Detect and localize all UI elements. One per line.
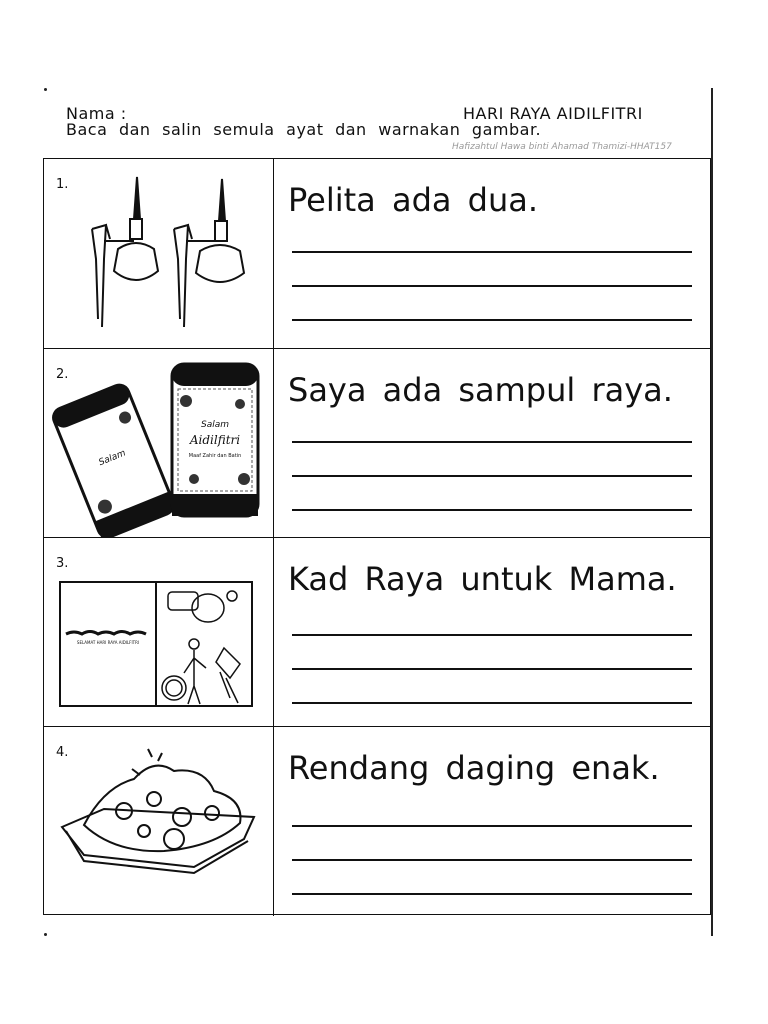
exercise-row-2 bbox=[44, 348, 710, 538]
sentence-text: Saya ada sampul raya. bbox=[288, 371, 673, 409]
writing-line[interactable] bbox=[292, 441, 692, 443]
sentence-text: Pelita ada dua. bbox=[288, 181, 539, 219]
writing-line[interactable] bbox=[292, 859, 692, 861]
card-greeting-text: SELAMAT HARI RAYA AIDILFITRI bbox=[76, 640, 140, 645]
kad-raya-icon bbox=[44, 538, 273, 727]
exercise-row-4 bbox=[44, 726, 710, 916]
writing-line[interactable] bbox=[292, 634, 692, 636]
writing-line[interactable] bbox=[292, 319, 692, 321]
instruction-text: Baca dan salin semula ayat dan warnakan gambar. bbox=[66, 120, 542, 139]
worksheet-title: HARI RAYA AIDILFITRI bbox=[463, 104, 643, 123]
picture-cell bbox=[44, 538, 274, 727]
writing-line[interactable] bbox=[292, 668, 692, 670]
writing-line[interactable] bbox=[292, 475, 692, 477]
item-number: 4. bbox=[56, 745, 69, 760]
sampul-raya-icon bbox=[44, 349, 273, 538]
exercise-row-1 bbox=[44, 159, 710, 348]
exercise-row-3 bbox=[44, 537, 710, 727]
writing-line[interactable] bbox=[292, 893, 692, 895]
author-credit: Hafizahtul Hawa binti Ahamad Thamizi-HHAT157 bbox=[452, 142, 672, 152]
corner-dot bbox=[44, 933, 47, 936]
picture-cell bbox=[44, 159, 274, 348]
writing-line[interactable] bbox=[292, 509, 692, 511]
corner-dot bbox=[44, 88, 47, 91]
nama-label: Nama : bbox=[66, 104, 127, 123]
sampul-tagline-text: Maaf Zahir dan Batin bbox=[188, 453, 242, 459]
sampul-script-text: Salam bbox=[200, 420, 230, 430]
margin-line bbox=[711, 88, 713, 936]
item-number: 2. bbox=[56, 367, 69, 382]
writing-line[interactable] bbox=[292, 251, 692, 253]
item-number: 1. bbox=[56, 177, 69, 192]
writing-line[interactable] bbox=[292, 285, 692, 287]
pelita-icon bbox=[44, 159, 273, 348]
rendang-icon bbox=[44, 727, 273, 916]
writing-line[interactable] bbox=[292, 825, 692, 827]
writing-line[interactable] bbox=[292, 702, 692, 704]
item-number: 3. bbox=[56, 556, 69, 571]
sampul-script-text: Salam bbox=[97, 448, 128, 469]
sentence-text: Kad Raya untuk Mama. bbox=[288, 560, 677, 598]
picture-cell bbox=[44, 727, 274, 916]
worksheet-table bbox=[43, 158, 711, 915]
sentence-text: Rendang daging enak. bbox=[288, 749, 660, 787]
picture-cell bbox=[44, 349, 274, 538]
sampul-brand-text: Aidilfitri bbox=[189, 433, 241, 447]
